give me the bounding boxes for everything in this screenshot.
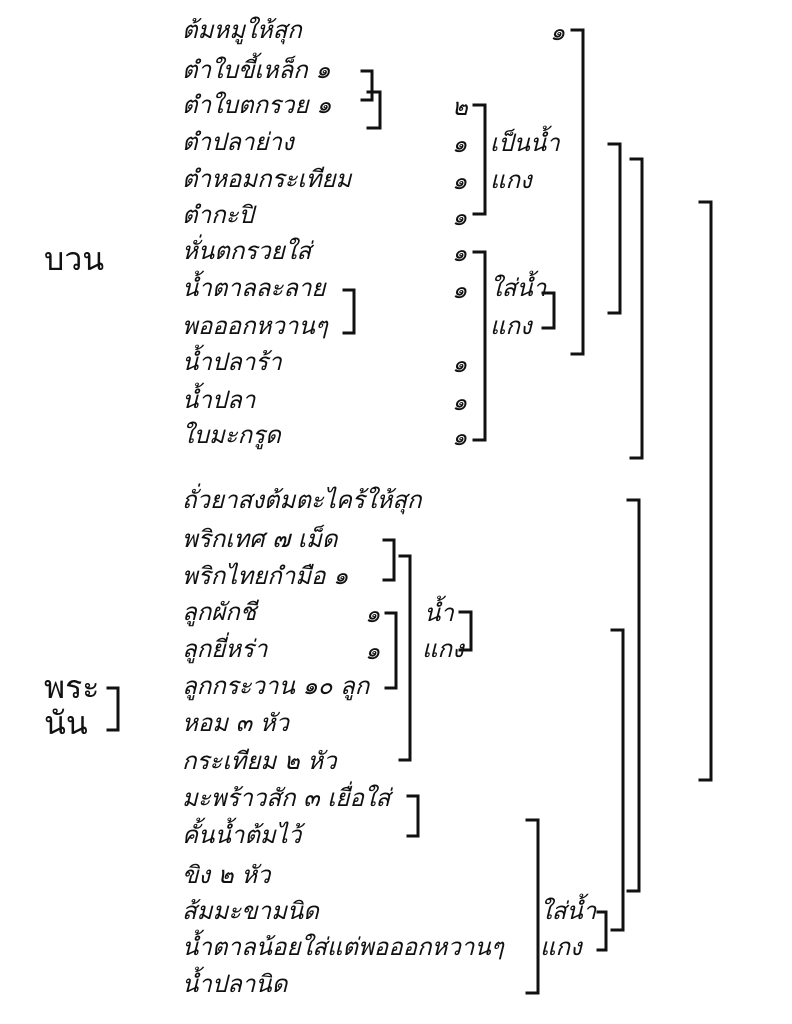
phranan-line-1: ถั่วยาสงต้มตะไคร้ให้สุก	[182, 486, 422, 514]
buan-line-6: ตำกะปิ	[182, 201, 254, 229]
buan-line-8: น้ำตาลละลาย	[182, 274, 326, 302]
buan-line-9: พอออกหวานๆ	[182, 312, 328, 340]
bracket-baitoei-a	[362, 71, 372, 100]
bracket-buan-step-1	[572, 30, 583, 354]
buan-num-7: ๑	[452, 276, 468, 304]
bracket-pen-nam-kaeng	[474, 105, 485, 214]
bracket-phranan-title	[108, 688, 118, 730]
phranan-group2-label-1: ใส่น้ำ	[540, 897, 597, 925]
buan-line-12: ใบมะกรูด	[182, 421, 281, 449]
bracket-sai-nam-kaeng-label	[543, 293, 554, 328]
phranan-line-6: ลูกกระวาน ๑๐ ลูก	[182, 672, 370, 700]
bracket-buan-step-2	[609, 144, 620, 313]
buan-num-1: ๑	[550, 18, 566, 46]
section-title-phranan-2: นัน	[44, 704, 88, 742]
bracket-phakchi-yira	[386, 613, 396, 688]
bracket-baitoei-b	[368, 92, 380, 128]
phranan-line-7: หอม ๓ หัว	[182, 709, 290, 737]
phranan-group2-label-2: แกง	[540, 933, 582, 961]
buan-line-1: ต้มหมูให้สุก	[182, 16, 302, 44]
section-title-buan: บวน	[44, 240, 105, 278]
bracket-sai-nam-kaeng-label-2	[598, 912, 606, 950]
phranan-line-8: กระเทียม ๒ หัว	[182, 747, 337, 775]
buan-num-2: ๒	[452, 93, 468, 121]
buan-line-4: ตำปลาย่าง	[182, 128, 294, 156]
bracket-nam-kaeng-label	[460, 612, 471, 650]
buan-num-9: ๑	[452, 388, 468, 416]
buan-group2-label-1: ใส่น้ำ	[490, 274, 547, 302]
buan-num-4: ๑	[452, 167, 468, 195]
buan-group1-label-1: เป็นน้ำ	[490, 129, 560, 157]
phranan-num-yira: ๑	[365, 637, 381, 665]
bracket-sai-nam-kaeng-numbers	[474, 252, 485, 440]
buan-line-7: หั่นตกรวยใส่	[182, 237, 312, 265]
buan-num-3: ๑	[452, 130, 468, 158]
buan-line-5: ตำหอมกระเทียม	[182, 165, 352, 193]
phranan-line-3: พริกไทยกำมือ ๑	[182, 562, 349, 590]
phranan-line-5: ลูกยี่หร่า	[182, 635, 268, 663]
bracket-phranan-step-1	[628, 500, 639, 891]
bracket-sai-nam-kaeng	[527, 820, 538, 993]
bracket-phrik	[384, 540, 394, 580]
phranan-line-14: น้ำปลานิด	[182, 970, 288, 998]
buan-num-8: ๑	[452, 350, 468, 378]
phranan-group1-label-2: แกง	[422, 635, 464, 663]
buan-group1-label-2: แกง	[490, 166, 532, 194]
buan-line-3: ตำใบตกรวย ๑	[182, 91, 332, 119]
phranan-line-12: ส้มมะขามนิด	[182, 897, 319, 925]
phranan-line-11: ขิง ๒ หัว	[182, 861, 271, 889]
buan-line-10: น้ำปลาร้า	[182, 348, 282, 376]
bracket-namtan	[344, 290, 354, 333]
bracket-main	[700, 202, 711, 780]
phranan-line-13: น้ำตาลน้อยใส่แต่พอออกหวานๆ	[182, 933, 504, 961]
phranan-line-2: พริกเทศ ๗ เม็ด	[182, 525, 338, 553]
phranan-line-4: ลูกผักชี	[182, 598, 257, 626]
phranan-line-9: มะพร้าวสัก ๓ เยื่อใส่	[182, 784, 391, 812]
buan-num-10: ๑	[452, 423, 468, 451]
buan-line-11: น้ำปลา	[182, 386, 256, 414]
phranan-line-10: คั้นน้ำต้มไว้	[182, 821, 302, 849]
phranan-num-phakchi: ๑	[365, 600, 381, 628]
section-title-phranan-1: พระ	[44, 668, 100, 706]
buan-num-5: ๑	[452, 203, 468, 231]
buan-group2-label-2: แกง	[490, 312, 532, 340]
bracket-buan-step-3	[631, 159, 642, 458]
buan-num-6: ๑	[452, 239, 468, 267]
phranan-group1-label-1: น้ำ	[424, 599, 454, 627]
bracket-phranan-step-2	[612, 630, 623, 930]
buan-line-2: ตำใบขี้เหล็ก ๑	[182, 56, 331, 84]
bracket-nam-kaeng-ingredients	[400, 556, 410, 760]
bracket-maphrao	[408, 796, 418, 836]
